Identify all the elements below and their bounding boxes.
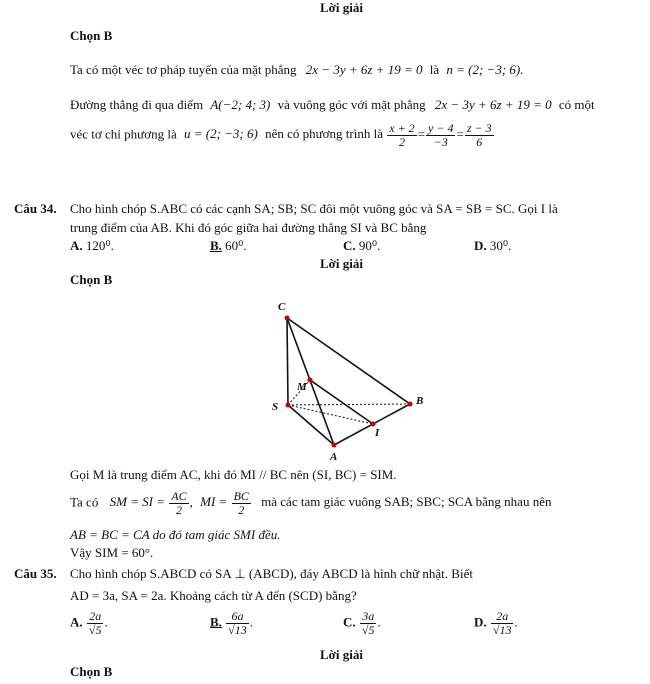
question-34-label: Câu 34. [14,201,57,216]
edge-cs [287,318,288,405]
edge-sb [288,404,410,405]
fraction-y: $\frac{y - 4}{-3}$ [428,121,454,149]
point-i [371,422,376,427]
q34-solution-line-3: AB = BC = CA do đó tam giác SMI đều. [70,527,281,542]
q35-choice-b[interactable]: B. $\frac{6a}{√13}$ . [210,609,254,637]
solution-line-1: Ta có một véc tơ pháp tuyến của mặt phẳng 2x − 3y + 6z + 19 = 0 là n = (2; −3; 6). [70,62,524,77]
q35-choice-a[interactable]: A. $\frac{2a}{√5}$ . [70,609,108,637]
segment-mi [310,380,373,424]
label-s: S [272,401,279,413]
solution-line-2: Đường thẳng đi qua điểm A(−2; 4; 3) và vuông góc với mặt phẳng 2x − 3y + 6z + 19 = 0 có một [70,97,595,112]
question-34-line-2: trung điểm của AB. Khi đó góc giữa hai đường thẳng SI và BC bằng [70,220,427,235]
solution-header: Lời giải [320,0,363,15]
fraction-x: $\frac{x + 2}{2}$ [389,121,415,149]
q35-chosen-answer: Chọn B [70,664,113,679]
q35-solution-header: Lời giải [320,647,363,662]
point-a [332,443,337,448]
fraction-z: $\frac{z - 3}{6}$ [466,121,492,149]
question-34-line-1: Cho hình chóp S.ABC có các cạnh SA; SB; SC đôi một vuông góc và SA = SB = SC. Gọi I là [70,201,558,216]
point-b [408,402,413,407]
label-b: B [416,395,424,407]
q34-solution-header: Lời giải [320,256,363,271]
question-35-line-2: AD = 3a, SA = 2a. Khoảng cách từ A đến (SCD) bằng? [70,588,357,603]
question-35-line-1: Cho hình chóp S.ABCD có SA ⊥ (ABCD), đáy ABCD là hình chữ nhật. Biết [70,566,473,581]
q35-choice-c[interactable]: C. $\frac{3a}{√5}$ . [343,609,381,637]
q34-chosen-answer: Chọn B [70,272,113,287]
q34-solution-line-4: Vậy SIM = 60°. [70,545,154,560]
chosen-answer: Chọn B [70,28,113,43]
pyramid-figure [260,298,430,463]
q34-choice-b[interactable]: B. 60⁰. [210,238,247,253]
solution-line-3: véc tơ chỉ phương là u = (2; −3; 6) nên có phương trình là $\frac{x + 2}{2}$ = $\frac{y - 4}{-3}$ = $\frac{z - 3}{6}$ [70,121,492,149]
q35-choice-d[interactable]: D. $\frac{2a}{√13}$ . [474,609,518,637]
q34-choice-a[interactable]: A. 120⁰. [70,238,114,253]
label-a: A [330,451,338,463]
q34-solution-line-2: Ta có SM = SI = $\frac{AC}{2}$ , MI = $\frac{BC}{2}$ mà các tam giác vuông SAB; SBC; SCA bằng nhau nên [70,489,552,517]
label-m: M [297,381,307,393]
q34-choice-c[interactable]: C. 90⁰. [343,238,381,253]
point-s [286,403,291,408]
point-c [285,316,290,321]
label-i: I [375,427,380,439]
point-m [308,378,313,383]
q34-choice-d[interactable]: D. 30⁰. [474,238,512,253]
q34-solution-line-1: Gọi M là trung điểm AC, khi đó MI // BC nên (SI, BC) = SIM. [70,467,397,482]
label-c: C [278,301,286,313]
question-35-label: Câu 35. [14,566,57,581]
